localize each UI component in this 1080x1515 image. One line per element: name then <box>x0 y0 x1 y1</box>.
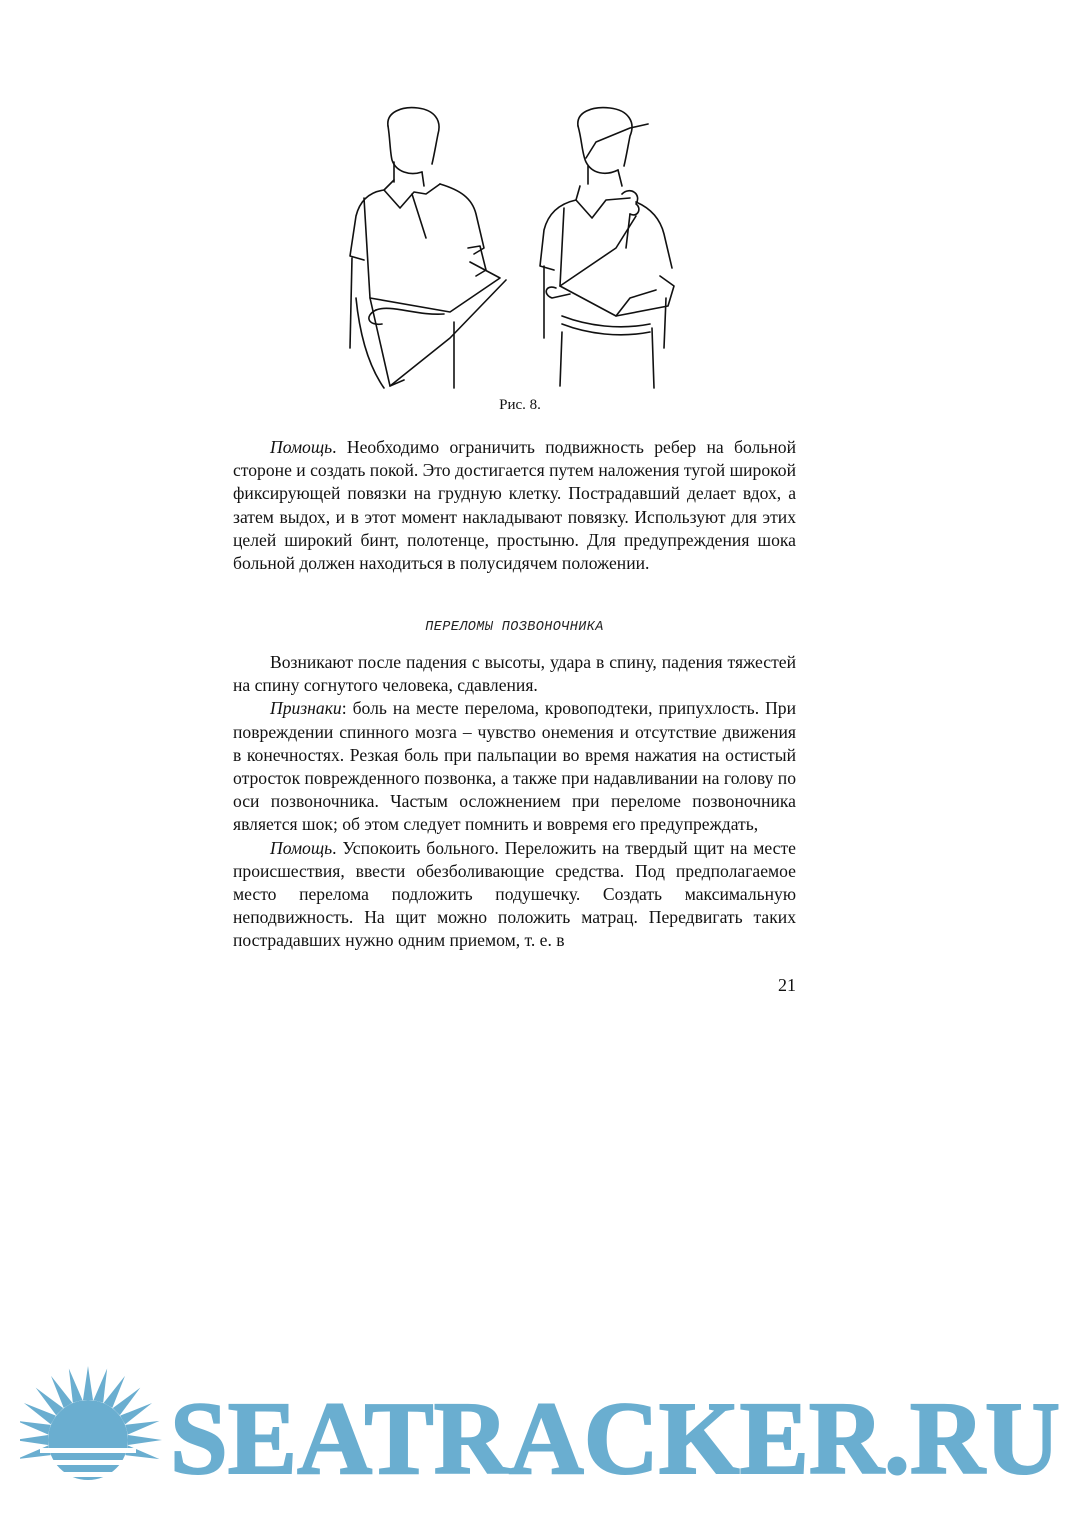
page-number: 21 <box>778 975 796 995</box>
sun-icon <box>20 1366 168 1505</box>
signs-text: : боль на месте перелома, кровоподтеки, припухлость. При повреждении спинного мозга – чувство онемения и отсутствие движения в конечностях. Резкая боль при пальпации во время нажатия на остистый отросток поврежденного позвонка, а также при надавливании на голову по оси позвоночника. Частым осложнением при переломе позвоночника является шок; об этом следует помнить и вовремя его предупреждать, <box>233 698 796 835</box>
section-heading: ПЕРЕЛОМЫ ПОЗВОНОЧНИКА <box>425 620 604 635</box>
left-figure-drawing <box>350 108 506 388</box>
help-lead: Помощь <box>270 437 333 457</box>
help-spine-paragraph <box>233 837 796 953</box>
help-ribs-text: . Необходимо ограничить подвижность ребер на больной стороне и создать покой. Это достигается путем наложения тугой широкой фиксирующей повязки на грудную клетку. Пострадавший делает вдох, а затем выдох, и в этот момент накладывают повязку. Используют для этих целей широкий бинт, полотенце, простыню. Для предупреждения шока больной должен находиться в полусидячем положении. <box>233 437 796 574</box>
cause-paragraph: Возникают после падения с высоты, удара в спину, падения тяжестей на спину согнутого человека, сдавления. <box>233 652 796 696</box>
help-spine-text: . Успокоить больного. Переложить на твердый щит на месте происшествия, ввести обезболивающие средства. Под предполагаемое место перелома подложить подушечку. Создать максимальную неподвижность. На щит можно положить матрац. Передвигать таких пострадавших нужно одним приемом, т. е. в <box>233 837 796 951</box>
spine-text-block <box>233 651 796 953</box>
signs-paragraph <box>233 697 796 836</box>
help-spine-lead: Помощь <box>270 837 333 858</box>
figure-caption: Рис. 8. <box>499 397 541 413</box>
signs-lead: Признаки <box>270 698 342 719</box>
help-ribs-paragraph <box>233 436 796 575</box>
watermark-logo <box>20 1355 1070 1505</box>
right-figure-drawing <box>540 108 674 388</box>
figure-illustration <box>330 98 700 398</box>
watermark-text: SEATRACKER.RU <box>170 1381 1060 1496</box>
